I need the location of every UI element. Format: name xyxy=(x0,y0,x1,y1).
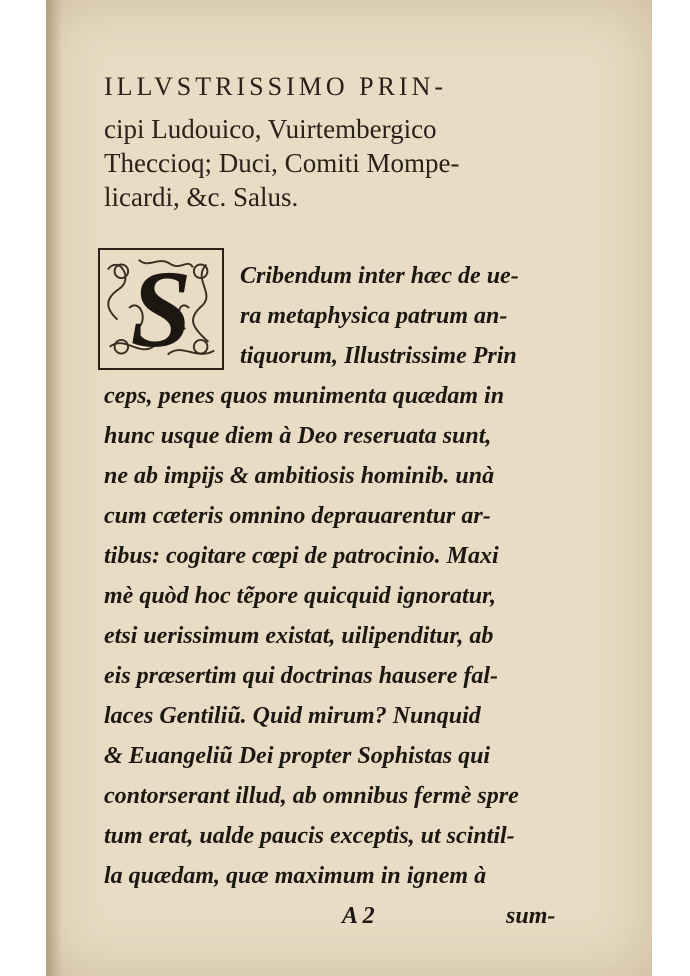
initial-letter: S xyxy=(130,248,192,370)
text-line-14: contorserant illud, ab omnibus fermè spre xyxy=(104,783,519,809)
text-line-1: Cribendum inter hæc de ue- xyxy=(240,263,519,289)
signature-mark: A 2 xyxy=(342,903,375,929)
text-line-7: cum cæteris omnino deprauarentur ar- xyxy=(104,503,491,529)
text-line-10: etsi uerissimum existat, uilipenditur, ab xyxy=(104,623,494,649)
heading-line-4: licardi, &c. Salus. xyxy=(104,182,299,212)
text-line-11: eis præsertim qui doctrinas hausere fal- xyxy=(104,663,499,689)
text-line-2: ra metaphysica patrum an- xyxy=(240,303,508,329)
text-line-16: la quædam, quæ maximum in ignem à xyxy=(104,863,487,889)
text-line-4: ceps, penes quos munimenta quædam in xyxy=(104,383,505,409)
text-line-6: ne ab impijs & ambitiosis hominib. unà xyxy=(104,463,495,489)
text-line-12: laces Gentiliũ. Quid mirum? Nunquid xyxy=(104,703,481,729)
text-line-13: & Euangeliũ Dei propter Sophistas qui xyxy=(104,743,491,769)
catchword: sum- xyxy=(506,903,556,929)
text-line-5: hunc usque diem à Deo reseruata sunt, xyxy=(104,423,492,449)
heading-line-3: Theccioq; Duci, Comiti Mompe- xyxy=(104,148,460,178)
book-page xyxy=(46,0,652,976)
text-line-3: tiquorum, Illustrissime Prin xyxy=(240,343,517,369)
page-footer xyxy=(104,896,568,936)
text-line-8: tibus: cogitare cœpi de patrocinio. Maxi xyxy=(104,543,499,569)
text-line-15: tum erat, ualde paucis exceptis, ut scintil- xyxy=(104,823,515,849)
heading-line-2: cipi Ludouico, Vuirtembergico xyxy=(104,114,437,144)
text-line-9: mè quòd hoc tẽpore quicquid ignoratur, xyxy=(104,583,497,609)
heading-line-1: ILLVSTRISSIMO PRIN- xyxy=(104,72,448,101)
decorated-initial xyxy=(98,248,224,370)
